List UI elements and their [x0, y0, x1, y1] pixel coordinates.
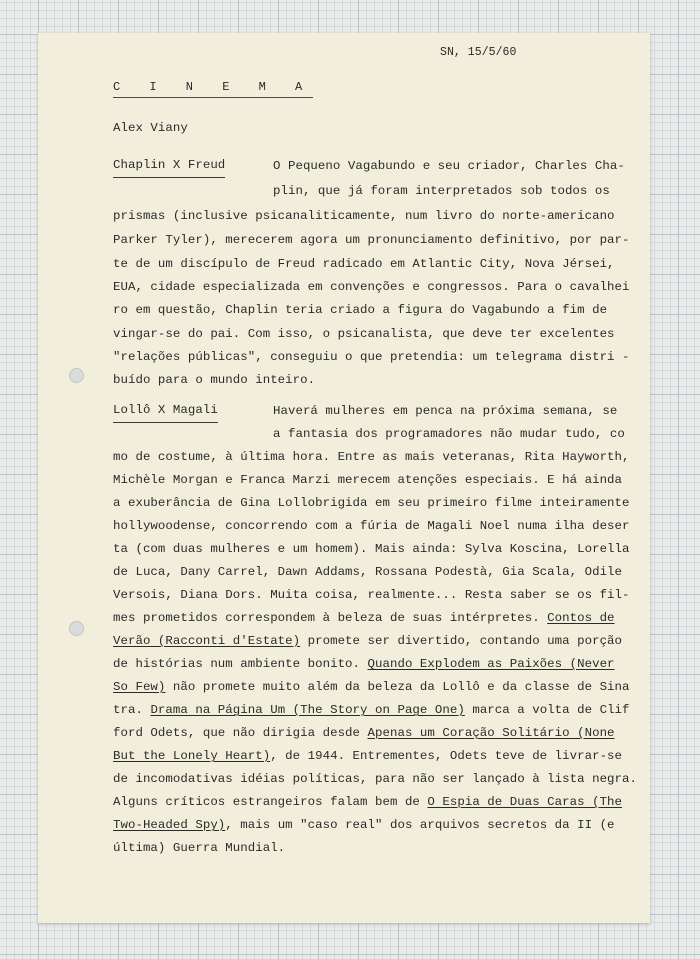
- text-line: So Few) não promete muito além da beleza da Lollô e da classe de Sina: [113, 680, 630, 694]
- text-line: mes prometidos correspondem à beleza de suas intérpretes. Contos de: [113, 611, 615, 625]
- film-title-underline: Apenas um Coração Solitário (None: [367, 726, 615, 740]
- text-line: "relações públicas", conseguiu o que pretendia: um telegrama distri -: [113, 350, 630, 364]
- film-title-underline: Quando Explodem as Paixões (Never: [367, 657, 615, 671]
- film-title-underline: Contos de: [547, 611, 615, 625]
- text-line: ford Odets, que não dirigia desde Apenas um Coração Solitário (None: [113, 726, 615, 740]
- text-line: vingar-se do pai. Com isso, o psicanalista, que deve ter excelentes: [113, 327, 615, 341]
- text-line: Haverá mulheres em penca na próxima semana, se: [273, 404, 618, 418]
- punch-hole-top: [69, 368, 84, 383]
- text-line: O Pequeno Vagabundo e seu criador, Charles Cha-: [273, 159, 625, 173]
- text-line: EUA, cidade especializada em convenções e congressos. Para o cavalhei: [113, 280, 630, 294]
- typewritten-page: [38, 33, 650, 923]
- film-title-underline: Drama na Página Um (The Story on Page One): [150, 703, 465, 717]
- text-line: te de um discípulo de Freud radicado em Atlantic City, Nova Jérsei,: [113, 257, 615, 271]
- text-line: ro em questão, Chaplin teria criado a figura do Vagabundo a fim de: [113, 303, 608, 317]
- film-title-underline: Verão (Racconti d'Estate): [113, 634, 301, 648]
- page-date: SN, 15/5/60: [440, 46, 517, 59]
- film-title-underline: But the Lonely Heart): [113, 749, 271, 763]
- text-line: buído para o mundo inteiro.: [113, 373, 316, 387]
- text-line: última) Guerra Mundial.: [113, 841, 286, 855]
- text-line: Verão (Racconti d'Estate) promete ser divertido, contando uma porção: [113, 634, 623, 648]
- text-line: plin, que já foram interpretados sob todos os: [273, 184, 610, 198]
- section-heading: Chaplin X Freud: [113, 155, 225, 178]
- text-line: Parker Tyler), merecerem agora um pronunciamento definitivo, por par-: [113, 233, 630, 247]
- text-line: de histórias num ambiente bonito. Quando Explodem as Paixões (Never: [113, 657, 615, 671]
- film-title-underline: Two-Headed Spy): [113, 818, 226, 832]
- text-line: ta (com duas mulheres e um homem). Mais ainda: Sylva Koscina, Lorella: [113, 542, 630, 556]
- text-line: hollywoodense, concorrendo com a fúria de Magali Noel numa ilha deser: [113, 519, 630, 533]
- text-line: Versois, Diana Dors. Muita coisa, realmente... Resta saber se os fil-: [113, 588, 630, 602]
- author-name: Alex Viany: [113, 121, 188, 135]
- text-line: tra. Drama na Página Um (The Story on Page One) marca a volta de Clif: [113, 703, 630, 717]
- film-title-underline: O Espia de Duas Caras (The: [427, 795, 623, 809]
- section-heading: Lollô X Magali: [113, 400, 218, 423]
- text-line: de Luca, Dany Carrel, Dawn Addams, Rossana Podestà, Gia Scala, Odile: [113, 565, 623, 579]
- text-line: a exuberância de Gina Lollobrigida em seu primeiro filme inteiramente: [113, 496, 630, 510]
- text-line: prismas (inclusive psicanaliticamente, num livro do norte-americano: [113, 209, 615, 223]
- text-line: Alguns críticos estrangeiros falam bem de O Espia de Duas Caras (The: [113, 795, 623, 809]
- text-line: a fantasia dos programadores não mudar tudo, co: [273, 427, 625, 441]
- text-line: Michèle Morgan e Franca Marzi merecem atenções especiais. E há ainda: [113, 473, 623, 487]
- text-line: Two-Headed Spy), mais um "caso real" dos arquivos secretos da II (e: [113, 818, 615, 832]
- text-line: de incomodativas idéias políticas, para não ser lançado à lista negra.: [113, 772, 637, 786]
- column-title: C I N E M A: [113, 78, 313, 98]
- film-title-underline: So Few): [113, 680, 166, 694]
- text-line: mo de costume, à última hora. Entre as mais veteranas, Rita Hayworth,: [113, 450, 630, 464]
- text-line: But the Lonely Heart), de 1944. Entrementes, Odets teve de livrar-se: [113, 749, 623, 763]
- punch-hole-bottom: [69, 621, 84, 636]
